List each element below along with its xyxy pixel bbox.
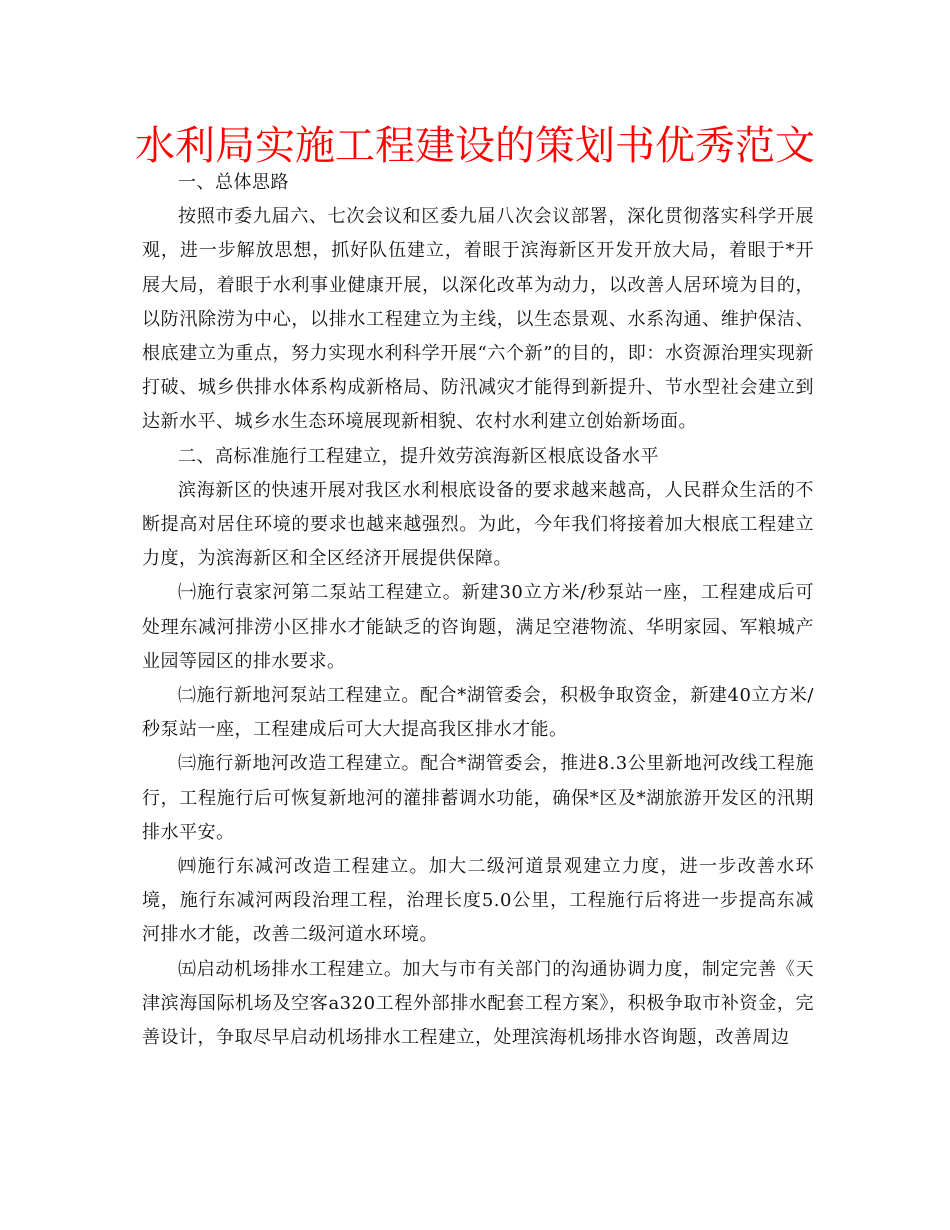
list-item-1: ㈠施行袁家河第二泵站工程建立。新建30立方米/秒泵站一座，工程建成后可处理东减河排涝小区排水才能缺乏的咨询题，满足空港物流、华明家园、军粮城产业园等园区的排水要求。: [142, 582, 814, 672]
list-item-3: ㈢施行新地河改造工程建立。配合*湖管委会，推进8.3公里新地河改线工程施行，工程施行后可恢复新地河的灌排蓄调水功能，确保*区及*湖旅游开发区的汛期排水平安。: [142, 753, 814, 843]
section-heading-overall-approach: 一、总体思路: [178, 172, 289, 193]
paragraph: 滨海新区的快速开展对我区水利根底设备的要求越来越高，人民群众生活的不断提高对居住环境的要求也越来越强烈。为此，今年我们将接着加大根底工程建立力度，为滨海新区和全区经济开展提供保障。: [142, 479, 814, 570]
paragraph: 按照市委九届六、七次会议和区委九届八次会议部署，深化贯彻落实科学开展观，进一步解放思想，抓好队伍建立，着眼于滨海新区开发开放大局，着眼于*开展大局，着眼于水利事业健康开展，以深化改革为动力，以改善人居环境为目的，以防汛除涝为中心，以排水工程建立为主线，以生态景观、水系沟通、维护保洁、根底建立为重点，努力实现水利科学开展“六个新”的目的，即：水资源治理实现新打破、城乡供排水体系构成新格局、防汛减灾才能得到新提升、节水型社会建立到达新水平、城乡水生态环境展现新相貌、农村水利建立创始新场面。: [142, 206, 814, 433]
list-item-5: ㈤启动机场排水工程建立。加大与市有关部门的沟通协调力度，制定完善《天津滨海国际机场及空客a320工程外部排水配套工程方案》，积极争取市补资金，完善设计，争取尽早启动机场排水工程建立，处理滨海机场排水咨询题，改善周边: [142, 958, 814, 1049]
document-body: [142, 166, 814, 1055]
list-item-2: ㈡施行新地河泵站工程建立。配合*湖管委会，积极争取资金，新建40立方米/秒泵站一座，工程建成后可大大提高我区排水才能。: [142, 685, 814, 741]
list-item-4: ㈣施行东减河改造工程建立。加大二级河道景观建立力度，进一步改善水环境，施行东减河两段治理工程，治理长度5.0公里，工程施行后将进一步提高东减河排水才能，改善二级河道水环境。: [142, 856, 814, 946]
section-heading-project-construction: 二、高标准施行工程建立，提升效劳滨海新区根底设备水平: [178, 445, 659, 467]
document-title: 水利局实施工程建设的策划书优秀范文: [135, 123, 815, 169]
